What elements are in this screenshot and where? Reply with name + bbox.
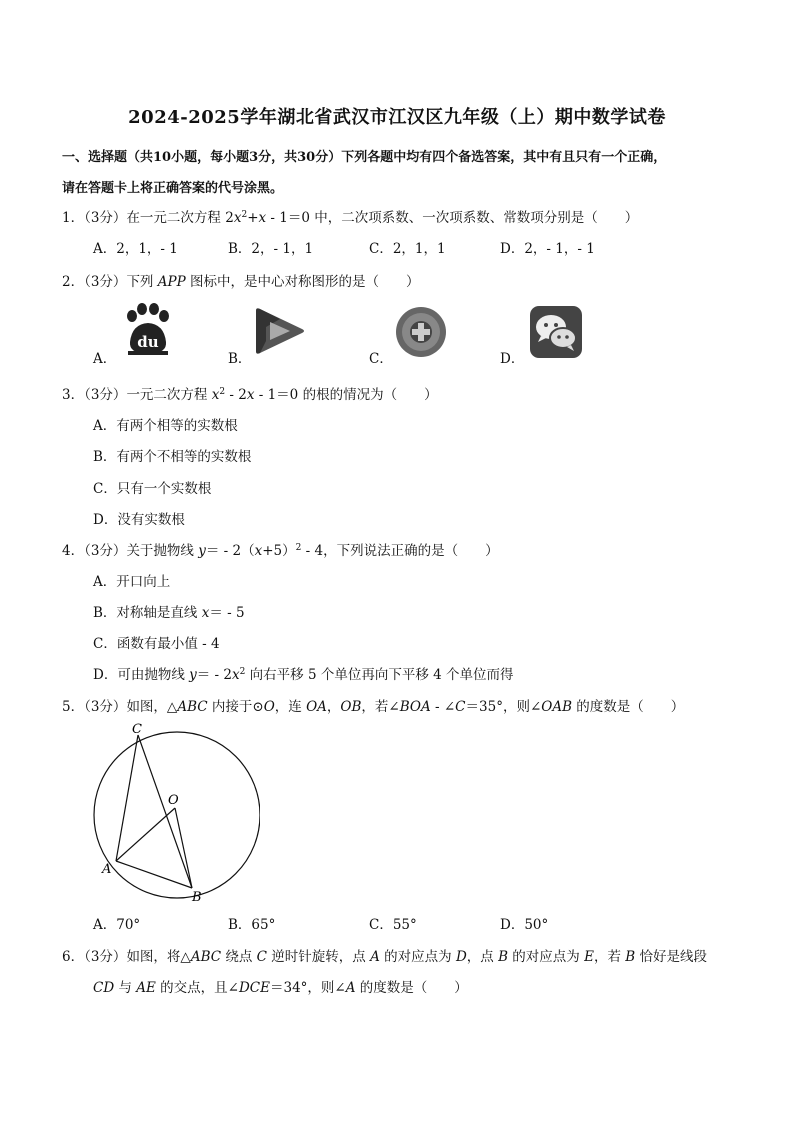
question-text: ，连	[274, 699, 307, 715]
label-c: C	[132, 722, 142, 737]
q3-option-b[interactable]: B．有两个不相等的实数根	[93, 449, 252, 465]
var: x	[254, 543, 263, 559]
question-text: - 1＝0 中，二次项系数、一次项系数、常数项分别是（ ）	[266, 210, 639, 226]
question-text: 下列	[126, 274, 158, 290]
q4-option-c[interactable]: C．函数有最小值 - 4	[93, 636, 220, 652]
question-3	[62, 383, 438, 403]
var: DCE	[238, 980, 270, 996]
question-text: 的度数是（ ）	[355, 980, 468, 996]
var: A	[370, 949, 380, 965]
question-text: ＝34°，则∠	[269, 980, 346, 996]
question-number: 2．	[62, 274, 85, 290]
segment-oa	[116, 808, 175, 861]
q3-option-c[interactable]: C．只有一个实数根	[93, 481, 212, 497]
exponent: 2	[295, 543, 302, 553]
exponent: 2	[219, 387, 226, 397]
question-text: - 4，下列说法正确的是（ ）	[301, 543, 499, 559]
q5-option-d[interactable]: D．50°	[500, 917, 549, 933]
var: y	[198, 543, 206, 559]
var: x	[232, 667, 240, 683]
question-text: 恰好是线段	[635, 949, 707, 965]
var: CD	[93, 980, 115, 996]
question-text: 在一元二次方程 2	[126, 210, 234, 226]
var: C	[455, 699, 466, 715]
var: AE	[136, 980, 156, 996]
question-text: ，若	[593, 949, 626, 965]
question-text: +5）	[262, 543, 296, 559]
q2-icons-row	[0, 300, 794, 370]
var: O	[263, 699, 275, 715]
question-text: 绕点	[221, 949, 257, 965]
label-o: O	[168, 793, 179, 808]
section-1-heading-2: 请在答题卡上将正确答案的代号涂黑。	[62, 181, 284, 196]
question-2	[62, 270, 419, 290]
var: E	[584, 949, 594, 965]
segment-ca	[116, 735, 138, 861]
q4-option-b[interactable]	[93, 601, 245, 621]
baidu-paw-icon	[120, 302, 176, 360]
var: BOA	[399, 699, 431, 715]
question-text: - 2	[225, 387, 247, 403]
question-text: +	[247, 210, 259, 226]
question-text: ，若∠	[361, 699, 400, 715]
var: ABC	[177, 699, 208, 715]
segment-cb	[138, 735, 192, 888]
baidu-text: du	[137, 333, 159, 351]
question-text: 图标中，是中心对称图形的是（ ）	[185, 274, 420, 290]
label-b: B	[192, 890, 202, 905]
var: x	[211, 387, 220, 403]
question-text: 关于抛物线	[126, 543, 199, 559]
q5-option-a[interactable]: A．70°	[93, 917, 141, 933]
option-text: ＝ - 5	[209, 605, 245, 621]
var: OA	[306, 699, 327, 715]
var: A	[345, 980, 356, 996]
question-number: 3．	[62, 387, 85, 403]
var: D	[455, 949, 467, 965]
question-text: - 1＝0 的根的情况为（ ）	[254, 387, 438, 403]
segment-ab	[116, 861, 192, 888]
q5-option-b[interactable]: B．65°	[228, 917, 276, 933]
q2-option-a-label[interactable]: A．	[93, 351, 117, 367]
question-text: ＝ - 2（	[205, 543, 255, 559]
question-4	[62, 539, 499, 559]
q4-option-d[interactable]	[93, 663, 514, 683]
question-score: （3分）	[84, 543, 127, 559]
q1-option-a[interactable]: A．2，1，- 1	[93, 241, 178, 257]
var: ABC	[190, 949, 222, 965]
question-score: （3分）	[84, 274, 127, 290]
question-text: 的交点，且∠	[155, 980, 239, 996]
question-score: （3分）	[84, 699, 127, 715]
q2-option-d-label[interactable]: D．	[500, 351, 525, 367]
wechat-chat-icon	[529, 305, 583, 359]
question-text: 的对应点为	[379, 949, 456, 965]
q5-option-c[interactable]: C．55°	[369, 917, 417, 933]
var: B	[498, 949, 508, 965]
q3-option-a[interactable]: A．有两个相等的实数根	[93, 418, 238, 434]
q5-circle-figure	[88, 718, 260, 908]
option-text: D．可由抛物线	[93, 667, 190, 683]
label-a: A	[102, 862, 112, 877]
var: OAB	[541, 699, 573, 715]
question-text: ，	[326, 699, 341, 715]
question-text: 一元二次方程	[126, 387, 212, 403]
question-text: 如图，△	[126, 699, 178, 715]
question-6	[62, 945, 707, 965]
var: C	[256, 949, 268, 965]
question-score: （3分）	[84, 210, 127, 226]
exponent: 2	[239, 667, 246, 677]
question-number: 5．	[62, 699, 85, 715]
var: B	[625, 949, 636, 965]
exam-title: 2024-2025学年湖北省武汉市江汉区九年级（上）期中数学试卷	[128, 107, 666, 128]
option-text: B．对称轴是直线	[93, 605, 202, 621]
option-text: ＝ - 2	[196, 667, 232, 683]
q1-option-d[interactable]: D．2，- 1，- 1	[500, 241, 595, 257]
question-text: 的度数是（ ）	[572, 699, 685, 715]
question-number: 4．	[62, 543, 85, 559]
var: x	[246, 387, 255, 403]
question-text: 如图，将△	[126, 949, 191, 965]
plus-circle-icon	[394, 305, 448, 359]
question-text: ＝35°，则∠	[465, 699, 542, 715]
question-number: 6．	[62, 949, 85, 965]
question-text: - ∠	[430, 699, 456, 715]
q2-option-b-label[interactable]: B．	[228, 351, 252, 367]
q2-option-c-label[interactable]: C．	[369, 351, 393, 367]
section-1-heading: 一、选择题（共10小题，每小题3分，共30分）下列各题中均有四个备选答案，其中有且只有一个正确，	[62, 150, 667, 165]
question-text: ，点	[466, 949, 499, 965]
question-1	[62, 206, 638, 226]
question-6-continued	[93, 976, 468, 996]
question-number: 1．	[62, 210, 85, 226]
question-text: 与	[114, 980, 137, 996]
var: APP	[157, 274, 186, 290]
question-score: （3分）	[84, 949, 127, 965]
exponent: 2	[241, 210, 248, 220]
question-text: 逆时针旋转，点	[267, 949, 371, 965]
section-1-instructions	[62, 142, 752, 204]
q1-option-b[interactable]: B．2，- 1，1	[228, 241, 314, 257]
q3-option-d[interactable]: D．没有实数根	[93, 512, 185, 528]
question-text: 内接于⊙	[207, 699, 264, 715]
option-text: 向右平移 5 个单位再向下平移 4 个单位而得	[245, 667, 514, 683]
var: x	[233, 210, 242, 226]
question-score: （3分）	[84, 387, 127, 403]
question-5	[62, 695, 684, 715]
var: OB	[340, 699, 362, 715]
q1-option-c[interactable]: C．2，1，1	[369, 241, 446, 257]
var: x	[201, 605, 210, 621]
video-play-icon	[250, 305, 308, 357]
var: x	[258, 210, 267, 226]
q4-option-a[interactable]: A．开口向上	[93, 574, 171, 590]
var: y	[189, 667, 197, 683]
question-text: 的对应点为	[508, 949, 585, 965]
